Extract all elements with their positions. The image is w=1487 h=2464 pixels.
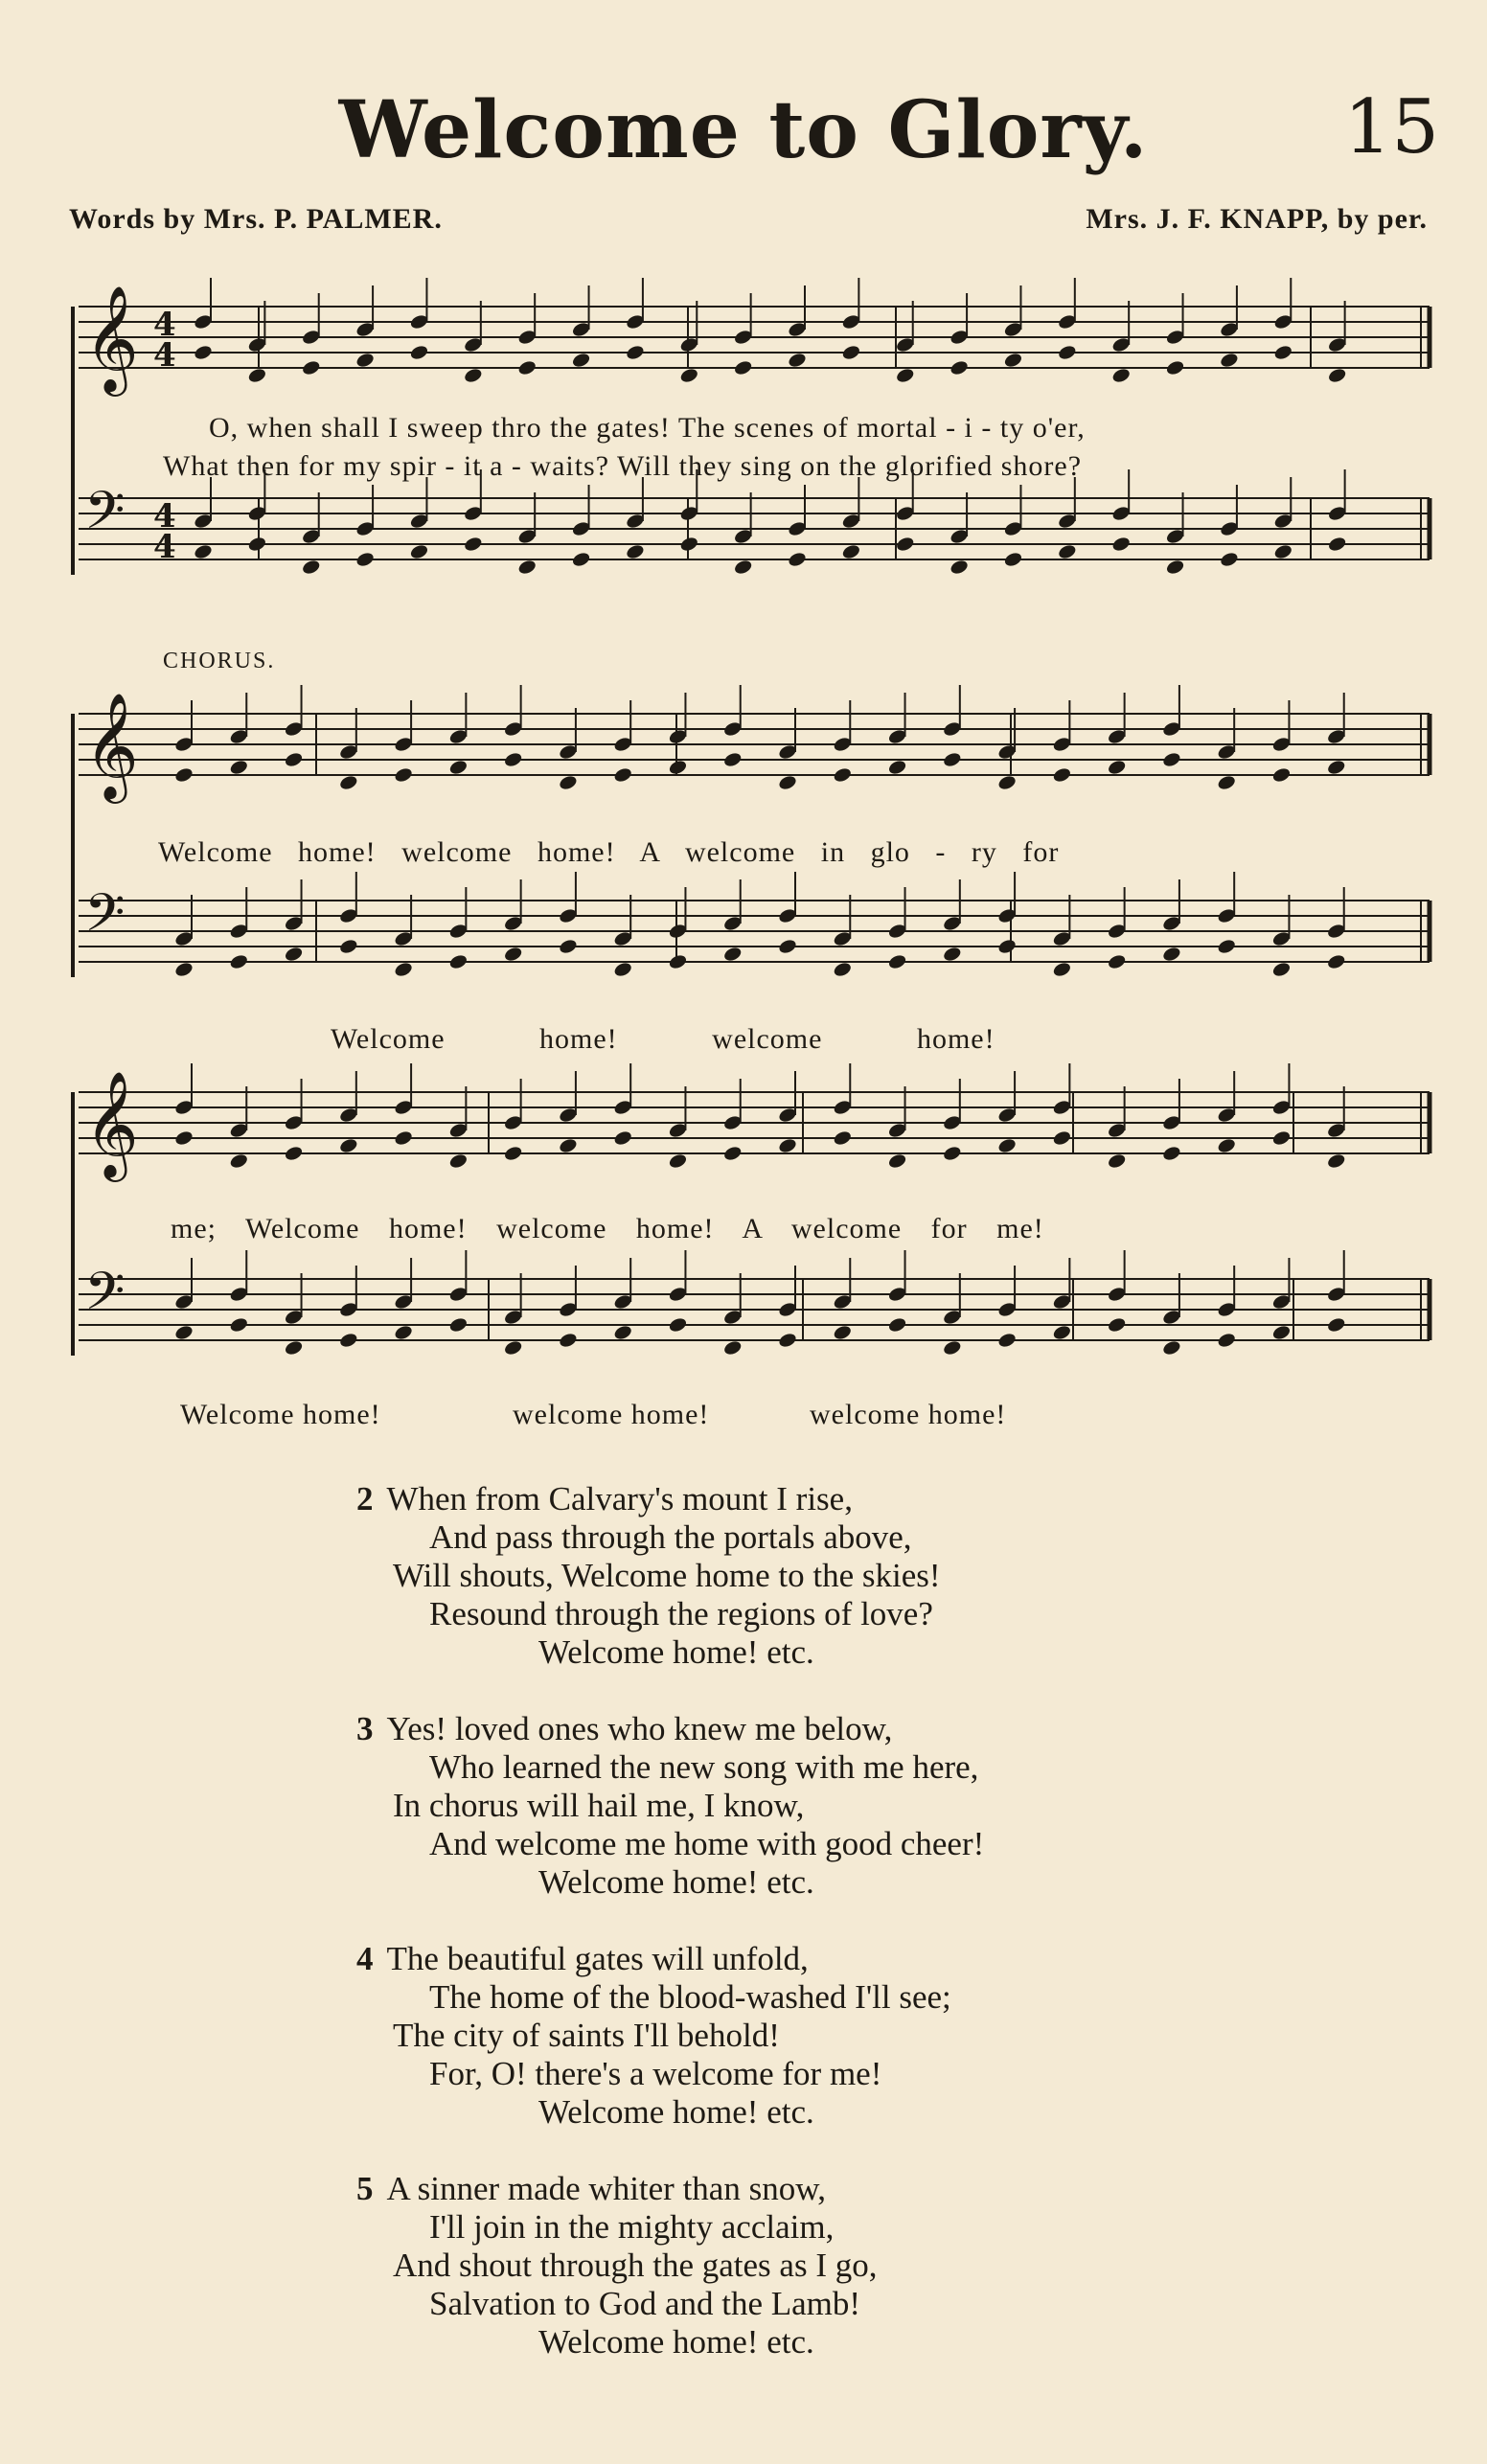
note-head	[448, 1316, 469, 1334]
note-head	[1219, 551, 1239, 568]
note-head	[393, 766, 413, 784]
note-head	[1052, 1324, 1072, 1341]
note-head	[173, 766, 194, 784]
verse-line	[356, 1710, 892, 1748]
note-head	[571, 352, 591, 369]
note-head	[833, 961, 853, 978]
note-head	[301, 359, 321, 376]
note-head	[1110, 536, 1131, 553]
note-head	[1057, 344, 1077, 361]
note-head	[841, 543, 861, 560]
note-head	[942, 751, 962, 768]
bass-clef-icon: 𝄢	[84, 882, 126, 956]
note-head	[284, 946, 304, 963]
verse-line: For, O! there's a welcome for me!	[429, 2055, 882, 2092]
verse-line: In chorus will hail me, I know,	[393, 1787, 805, 1824]
note-head	[841, 344, 861, 361]
note-head	[777, 938, 797, 955]
treble-clef-icon: 𝄞	[84, 1070, 139, 1177]
verse-line: Who learned the new song with me here,	[429, 1748, 979, 1786]
note-head	[229, 1316, 249, 1334]
note-head	[1003, 352, 1023, 369]
note-head	[722, 1145, 743, 1162]
note-head	[777, 1137, 797, 1154]
note-head	[996, 774, 1017, 791]
note-head	[284, 1145, 304, 1162]
page-title: Welcome to Glory.	[338, 84, 1149, 176]
note-head	[668, 953, 688, 970]
verse-line: Resound through the regions of love?	[429, 1595, 933, 1632]
note-head	[1327, 536, 1347, 553]
note-head	[503, 946, 523, 963]
note-head	[1161, 1145, 1181, 1162]
verse-line: Welcome home! etc.	[538, 1863, 814, 1901]
note-head	[1107, 953, 1127, 970]
note-head	[1057, 543, 1077, 560]
note-head	[355, 352, 375, 369]
note-head	[393, 1324, 413, 1341]
note-head	[722, 1339, 743, 1357]
note-head	[558, 1332, 578, 1349]
verse-line: And pass through the portals above,	[429, 1518, 912, 1556]
note-head	[558, 938, 578, 955]
note-head	[1216, 1332, 1236, 1349]
note-head	[409, 543, 429, 560]
note-head	[173, 961, 194, 978]
note-head	[571, 551, 591, 568]
note-head	[1165, 559, 1185, 576]
page-number: 15	[1343, 84, 1439, 171]
note-head	[1219, 352, 1239, 369]
note-head	[787, 352, 807, 369]
note-head	[1107, 1152, 1127, 1170]
note-head	[1052, 766, 1072, 784]
note-head	[895, 536, 915, 553]
verse-line: Will shouts, Welcome home to the skies!	[393, 1557, 941, 1594]
time-signature: 4	[153, 336, 176, 375]
note-head	[949, 559, 969, 576]
note-head	[1273, 543, 1293, 560]
note-head	[1326, 953, 1346, 970]
note-head	[996, 938, 1017, 955]
time-signature: 4	[153, 497, 176, 536]
note-head	[284, 751, 304, 768]
verse-line: Welcome home! etc.	[538, 2323, 814, 2361]
verse-text: When from Calvary's mount I rise,	[386, 1480, 853, 1517]
note-head	[679, 367, 699, 384]
time-signature: 4	[153, 528, 176, 566]
verse-text: The beautiful gates will unfold,	[386, 1940, 809, 1977]
system3-bass-lyric-1: Welcome home!	[180, 1399, 381, 1430]
system2-bass-lyric: Welcome home! welcome home!	[331, 1023, 995, 1055]
note-head	[996, 1332, 1017, 1349]
composer-credit: Mrs. J. F. KNAPP, by per.	[1086, 203, 1428, 235]
verse-line	[356, 1480, 853, 1518]
note-head	[1110, 367, 1131, 384]
note-head	[887, 1316, 907, 1334]
verse-text: A sinner made whiter than snow,	[386, 2170, 826, 2207]
verse-line: I'll join in the mighty acclaim,	[429, 2208, 835, 2246]
verse-line	[356, 2170, 826, 2208]
note-head	[1107, 1316, 1127, 1334]
system3-bass-lyric-3: welcome home!	[810, 1399, 1007, 1430]
note-head	[1271, 766, 1292, 784]
note-head	[787, 551, 807, 568]
note-head	[448, 953, 469, 970]
bass-clef-icon: 𝄢	[84, 480, 126, 554]
note-head	[173, 1324, 194, 1341]
note-head	[1273, 344, 1293, 361]
note-head	[1161, 1339, 1181, 1357]
verse-number: 3	[356, 1710, 374, 1747]
note-head	[173, 1129, 194, 1147]
bass-clef-icon: 𝄢	[84, 1261, 126, 1335]
verse-line: Salvation to God and the Lamb!	[429, 2285, 861, 2322]
note-head	[668, 1316, 688, 1334]
note-head	[516, 559, 537, 576]
note-head	[247, 367, 267, 384]
system1-verse1-lyric: O, when shall I sweep thro the gates! The scenes of mortal - i - ty o'er,	[209, 412, 1086, 444]
note-head	[409, 344, 429, 361]
verse-number: 4	[356, 1940, 374, 1977]
note-head	[393, 961, 413, 978]
note-head	[503, 751, 523, 768]
note-head	[193, 344, 213, 361]
note-head	[558, 1137, 578, 1154]
system2-treble-lyric: Welcome home! welcome home! A welcome in glo - ry for	[158, 836, 1060, 868]
chorus-label: CHORUS.	[163, 649, 276, 673]
note-head	[949, 359, 969, 376]
verse-line	[356, 1940, 809, 1978]
note-head	[1271, 961, 1292, 978]
note-head	[1271, 1129, 1292, 1147]
note-head	[1216, 774, 1236, 791]
verse-number: 5	[356, 2170, 374, 2207]
note-head	[1052, 961, 1072, 978]
note-head	[895, 367, 915, 384]
note-head	[558, 774, 578, 791]
note-head	[612, 1129, 632, 1147]
note-head	[625, 543, 645, 560]
note-head	[722, 946, 743, 963]
note-head	[625, 344, 645, 361]
note-head	[612, 1324, 632, 1341]
note-head	[612, 961, 632, 978]
note-head	[1165, 359, 1185, 376]
note-head	[1327, 367, 1347, 384]
note-head	[229, 953, 249, 970]
note-head	[722, 751, 743, 768]
note-head	[942, 1339, 962, 1357]
verse-line: The city of saints I'll behold!	[393, 2017, 780, 2054]
system3-bass-lyric-2: welcome home!	[513, 1399, 710, 1430]
note-head	[338, 774, 358, 791]
note-head	[463, 367, 483, 384]
verse-text: Yes! loved ones who knew me below,	[386, 1710, 893, 1747]
note-head	[1326, 1152, 1346, 1170]
note-head	[338, 1137, 358, 1154]
note-head	[355, 551, 375, 568]
note-head	[1271, 1324, 1292, 1341]
verse-number: 2	[356, 1480, 374, 1517]
note-head	[463, 536, 483, 553]
note-head	[338, 938, 358, 955]
note-head	[668, 759, 688, 776]
note-head	[247, 536, 267, 553]
note-head	[284, 1339, 304, 1357]
note-head	[942, 1145, 962, 1162]
note-head	[503, 1145, 523, 1162]
treble-clef-icon: 𝄞	[84, 692, 139, 799]
note-head	[338, 1332, 358, 1349]
note-head	[833, 766, 853, 784]
note-head	[503, 1339, 523, 1357]
treble-clef-icon: 𝄞	[84, 285, 139, 392]
note-head	[193, 543, 213, 560]
note-head	[833, 1129, 853, 1147]
note-head	[448, 759, 469, 776]
note-head	[733, 359, 753, 376]
system3-treble-lyric: me; Welcome home! welcome home! A welcome for me!	[171, 1213, 1044, 1244]
note-head	[887, 759, 907, 776]
note-head	[393, 1129, 413, 1147]
note-head	[301, 559, 321, 576]
note-head	[1326, 1316, 1346, 1334]
note-head	[1107, 759, 1127, 776]
lyricist-credit: Words by Mrs. P. PALMER.	[69, 203, 443, 235]
note-head	[777, 774, 797, 791]
note-head	[1003, 551, 1023, 568]
note-head	[229, 759, 249, 776]
note-head	[1161, 751, 1181, 768]
system1-verse2-lyric: What then for my spir - it a - waits? Will they sing on the glorified shore?	[163, 450, 1083, 482]
note-head	[1216, 1137, 1236, 1154]
note-head	[887, 953, 907, 970]
verse-line: And shout through the gates as I go,	[393, 2247, 878, 2284]
verse-line: Welcome home! etc.	[538, 1633, 814, 1671]
note-head	[679, 536, 699, 553]
note-head	[448, 1152, 469, 1170]
note-head	[516, 359, 537, 376]
verse-line: The home of the blood-washed I'll see;	[429, 1978, 951, 2016]
note-head	[777, 1332, 797, 1349]
note-head	[996, 1137, 1017, 1154]
note-head	[229, 1152, 249, 1170]
note-head	[733, 559, 753, 576]
verse-line: And welcome me home with good cheer!	[429, 1825, 985, 1862]
note-head	[1161, 946, 1181, 963]
note-head	[1052, 1129, 1072, 1147]
note-head	[668, 1152, 688, 1170]
verse-line: Welcome home! etc.	[538, 2093, 814, 2131]
note-head	[833, 1324, 853, 1341]
note-head	[887, 1152, 907, 1170]
note-head	[942, 946, 962, 963]
note-head	[1216, 938, 1236, 955]
note-head	[612, 766, 632, 784]
note-head	[1326, 759, 1346, 776]
time-signature: 4	[153, 306, 176, 344]
